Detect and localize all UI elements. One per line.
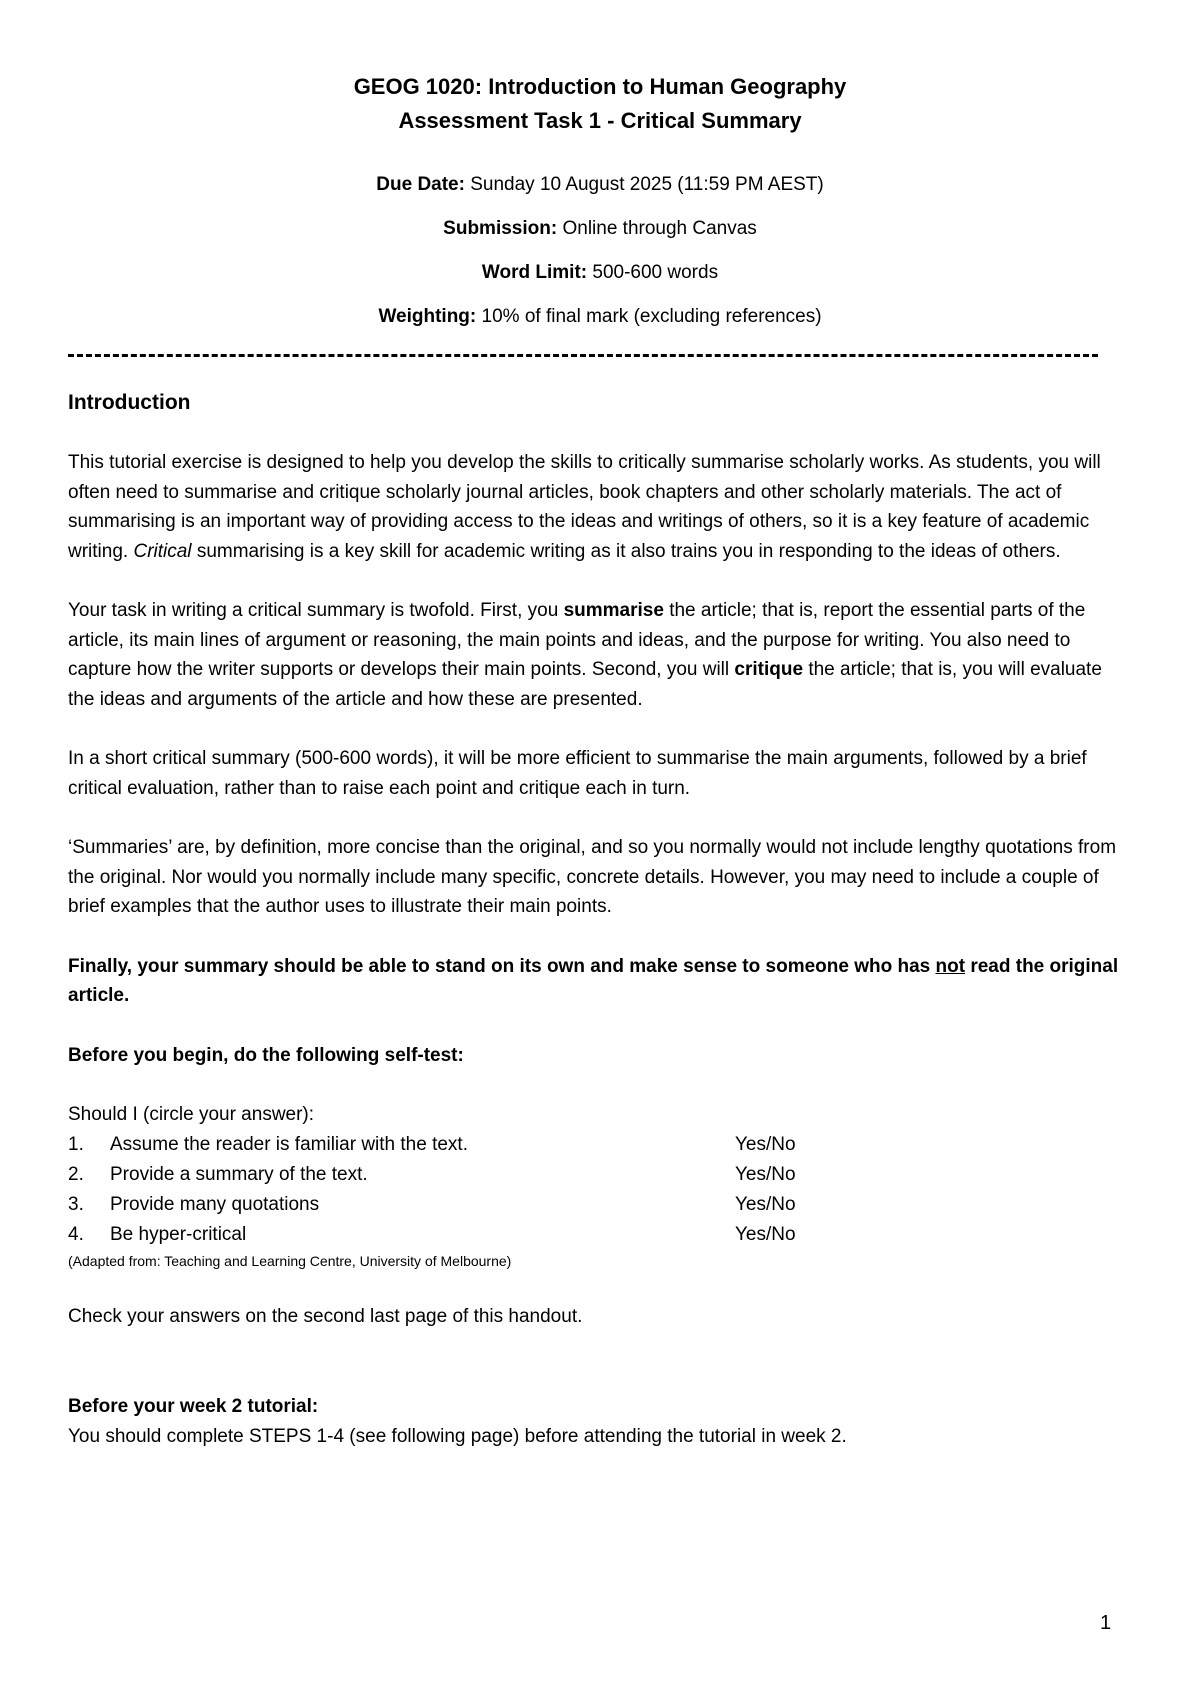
title-block — [0, 70, 1200, 138]
tutorial-text: You should complete STEPS 1-4 (see following page) before attending the tutorial in week 2. — [68, 1425, 847, 1447]
list-item: 1. Assume the reader is familiar with the text. Yes/No — [68, 1130, 1128, 1160]
due-date-line — [0, 163, 1200, 207]
intro-paragraph-2: Your task in writing a critical summary is twofold. First, you summarise the article; that is, report the essential parts of the article, its main lines of argument or reasoning, the main points and ideas, and the purpose for writing. You also need to capture how the writer supports or develops their main points. Second, you will critique the article; that is, you will evaluate the ideas and arguments of the article and how these are presented. — [68, 600, 1102, 710]
course-title: GEOG 1020: Introduction to Human Geography — [353, 74, 847, 99]
word-limit-label: Word Limit: — [481, 262, 588, 283]
answer-choice: Yes/No — [735, 1194, 796, 1215]
self-test-list — [68, 1130, 1128, 1250]
intro-paragraph-4: ‘Summaries’ are, by definition, more concise than the original, and so you normally would not include lengthy quotations from the original. Nor would you normally include many specific, concrete details. However, you may need to include a couple of brief examples that the author uses to illustrate their main points. — [68, 837, 1117, 917]
submission-label: Submission: — [443, 218, 558, 239]
list-item: 4. Be hyper-critical Yes/No — [68, 1220, 1128, 1250]
intro-paragraph-3: In a short critical summary (500-600 words), it will be more efficient to summarise the main arguments, followed by a brief critical evaluation, rather than to raise each point and critique each in turn. — [68, 748, 1087, 799]
tutorial-heading: Before your week 2 tutorial: — [68, 1395, 319, 1417]
word-limit-value: 500-600 words — [592, 262, 719, 283]
answer-choice: Yes/No — [735, 1164, 796, 1185]
section-divider — [68, 354, 1098, 357]
self-test-prompt: Should I (circle your answer): — [68, 1104, 315, 1125]
answer-choice: Yes/No — [735, 1224, 796, 1245]
meta-block — [0, 163, 1200, 339]
word-limit-line — [0, 251, 1200, 295]
introduction-heading: Introduction — [68, 391, 191, 414]
main-content — [68, 388, 1128, 1452]
task-title: Assessment Task 1 - Critical Summary — [398, 108, 802, 133]
intro-paragraph-5: Finally, your summary should be able to stand on its own and make sense to someone who has not read the original article. — [68, 955, 1119, 1006]
due-date-value: Sunday 10 August 2025 (11:59 PM AEST) — [470, 174, 824, 195]
page-number: 1 — [1100, 1612, 1112, 1634]
answer-choice: Yes/No — [735, 1134, 796, 1155]
list-item: 3. Provide many quotations Yes/No — [68, 1190, 1128, 1220]
weighting-line — [0, 295, 1200, 339]
source-note: (Adapted from: Teaching and Learning Centre, University of Melbourne) — [68, 1253, 512, 1269]
intro-paragraph-1: This tutorial exercise is designed to help you develop the skills to critically summarise scholarly works. As students, you will often need to summarise and critique scholarly journal articles, book chapters and other scholarly materials. The act of summarising is an important way of providing access to the ideas and writings of others, so it is a key feature of academic writing. Critical summarising is a key skill for academic writing as it also trains you in responding to the ideas of others. — [68, 452, 1101, 562]
weighting-value: 10% of final mark (excluding references) — [481, 306, 822, 327]
submission-value: Online through Canvas — [562, 218, 757, 239]
self-test-heading: Before you begin, do the following self-test: — [68, 1044, 464, 1066]
check-answers-text: Check your answers on the second last page of this handout. — [68, 1306, 583, 1327]
due-date-label: Due Date: — [376, 174, 465, 195]
weighting-label: Weighting: — [378, 306, 477, 327]
submission-line — [0, 207, 1200, 251]
list-item: 2. Provide a summary of the text. Yes/No — [68, 1160, 1128, 1190]
